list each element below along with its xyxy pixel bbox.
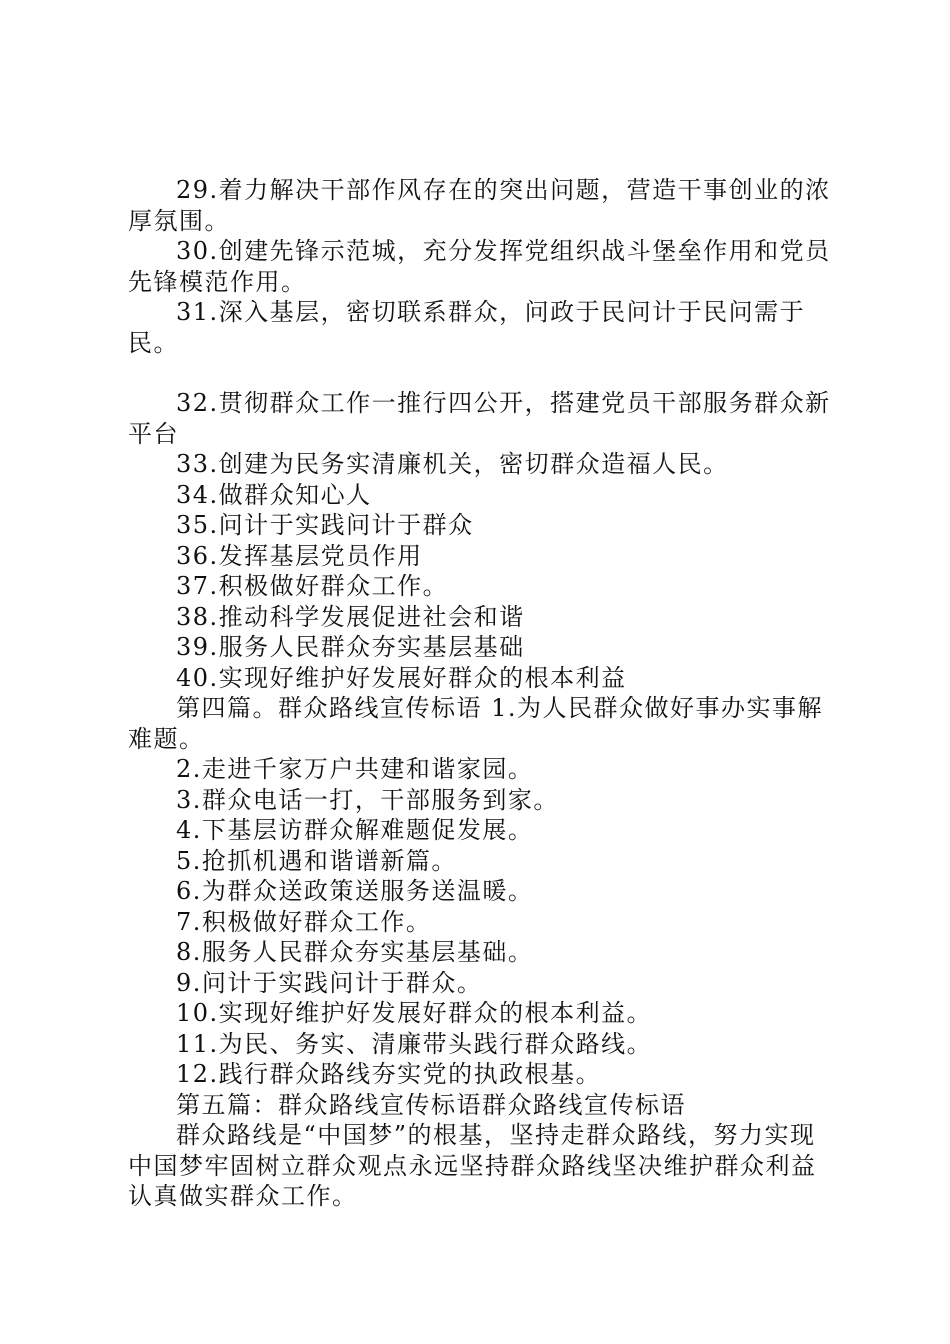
section-4-item-7: 7.积极做好群众工作。 — [176, 907, 432, 936]
paragraph-33: 33.创建为民务实清廉机关，密切群众造福人民。 — [176, 450, 729, 478]
paragraph-40: 40.实现好维护好发展好群众的根本利益 — [176, 663, 627, 692]
paragraph-37: 37.积极做好群众工作。 — [176, 572, 449, 600]
document-body — [128, 175, 838, 1212]
section-4-item-5: 5.抢抓机遇和谐谱新篇。 — [176, 846, 457, 875]
section-5-heading: 第五篇：群众路线宣传标语群众路线宣传标语 — [176, 1090, 686, 1119]
section-4-item-8: 8.服务人民群众夯实基层基础。 — [176, 938, 534, 966]
section-4-heading: 第四篇。群众路线宣传标语 1.为人民群众做好事办实事解难题。 — [128, 694, 824, 753]
paragraph-36: 36.发挥基层党员作用 — [176, 541, 423, 570]
paragraph-34: 34.做群众知心人 — [176, 480, 372, 509]
paragraph-32: 32.贯彻群众工作一推行四公开，搭建党员干部服务群众新平台 — [128, 389, 831, 448]
section-4-item-12: 12.践行群众路线夯实党的执政根基。 — [176, 1060, 602, 1088]
section-4-item-11: 11.为民、务实、清廉带头践行群众路线。 — [176, 1029, 653, 1058]
paragraph-31: 31.深入基层，密切联系群众，问政于民问计于民问需于民。 — [128, 298, 806, 357]
section-4-item-3: 3.群众电话一打，干部服务到家。 — [176, 785, 559, 814]
section-4-item-4: 4.下基层访群众解难题促发展。 — [176, 816, 534, 844]
section-4-item-2: 2.走进千家万户共建和谐家园。 — [176, 755, 534, 783]
paragraph-38: 38.推动科学发展促进社会和谐 — [176, 602, 525, 631]
section-4-item-6: 6.为群众送政策送服务送温暖。 — [176, 877, 534, 905]
section-5-body: 群众路线是“中国梦”的根基，坚持走群众路线，努力实现中国梦牢固树立群众观点永远坚持群众路线坚决维护群众利益认真做实群众工作。 — [128, 1121, 817, 1210]
section-4-item-9: 9.问计于实践问计于群众。 — [176, 968, 483, 997]
paragraph-39: 39.服务人民群众夯实基层基础 — [176, 633, 525, 661]
section-4-item-10: 10.实现好维护好发展好群众的根本利益。 — [176, 999, 653, 1027]
paragraph-29: 29.着力解决干部作风存在的突出问题，营造干事创业的浓厚氛围。 — [128, 176, 831, 235]
paragraph-30: 30.创建先锋示范城，充分发挥党组织战斗堡垒作用和党员先锋模范作用。 — [128, 237, 831, 296]
blank-line — [128, 358, 838, 388]
paragraph-35: 35.问计于实践问计于群众 — [176, 511, 474, 539]
